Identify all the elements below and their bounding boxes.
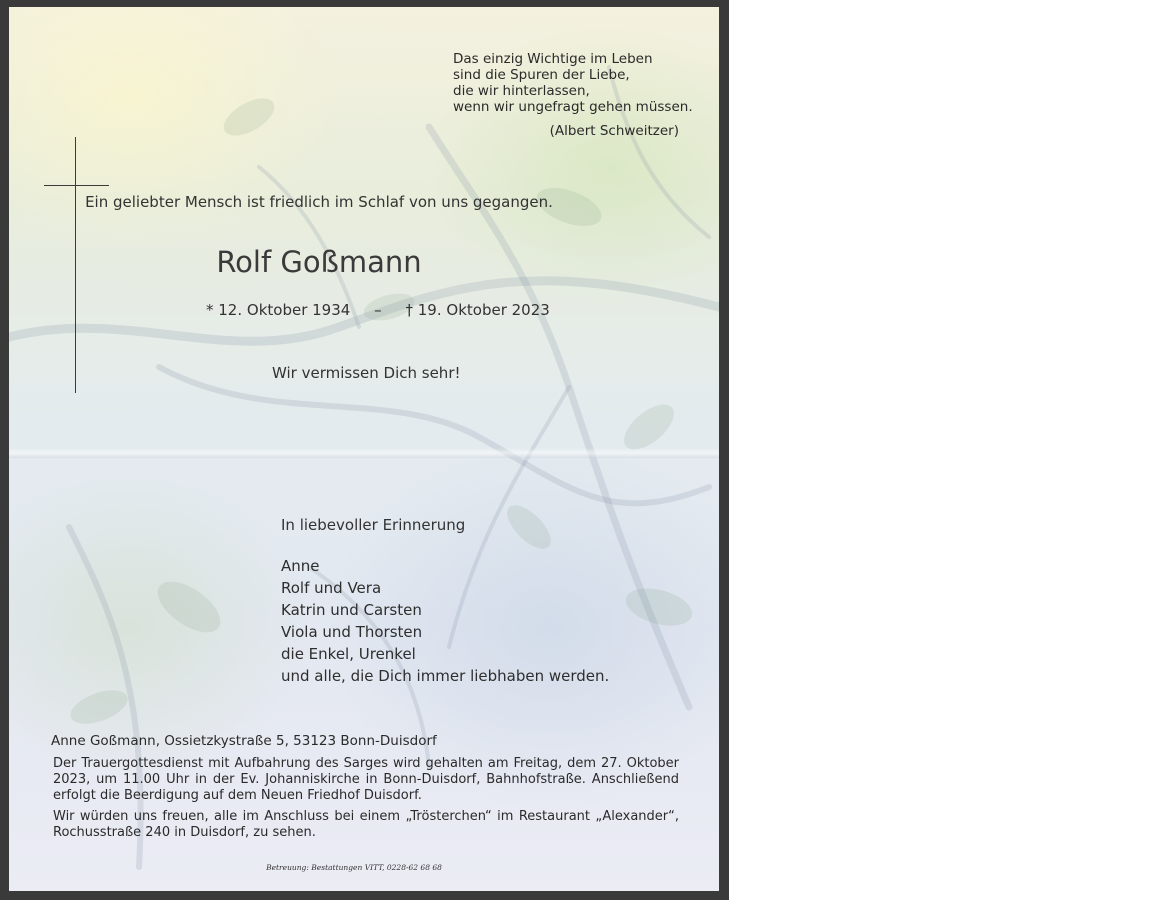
quote-line: wenn wir ungefragt gehen müssen. bbox=[453, 99, 693, 115]
life-dates bbox=[206, 301, 550, 319]
epigraph-quote bbox=[453, 51, 693, 115]
family-member: Katrin und Carsten bbox=[281, 601, 422, 619]
family-list bbox=[281, 555, 609, 687]
cross-horizontal-bar bbox=[44, 185, 109, 186]
credit-text: Betreuung: Bestattungen VITT, 0228-62 68 68 bbox=[266, 863, 442, 872]
memory-heading: In liebevoller Erinnerung bbox=[281, 516, 466, 534]
quote-author: (Albert Schweitzer) bbox=[549, 123, 679, 139]
contact-address: Anne Goßmann, Ossietzkystraße 5, 53123 Bonn-Duisdorf bbox=[51, 733, 437, 749]
intro-text: Ein geliebter Mensch ist friedlich im Schlaf von uns gegangen. bbox=[85, 193, 553, 211]
quote-line: Das einzig Wichtige im Leben bbox=[453, 51, 653, 67]
closing-line: Wir vermissen Dich sehr! bbox=[272, 364, 461, 382]
date-separator: – bbox=[374, 301, 382, 319]
quote-line: die wir hinterlassen, bbox=[453, 83, 590, 99]
deceased-name-text: Rolf Goßmann bbox=[216, 245, 422, 279]
deceased-name bbox=[9, 245, 719, 279]
family-member: und alle, die Dich immer liebhaben werden. bbox=[281, 667, 610, 685]
family-member: Rolf und Vera bbox=[281, 579, 382, 597]
death-date: † 19. Oktober 2023 bbox=[405, 301, 550, 319]
family-member: Viola und Thorsten bbox=[281, 623, 423, 641]
reception-paragraph: Wir würden uns freuen, alle im Anschluss bei einem „Trösterchen“ im Restaurant „Alexander“, Rochusstraße 240 in Duisdorf, zu sehen. bbox=[53, 809, 679, 840]
family-member: die Enkel, Urenkel bbox=[281, 645, 416, 663]
service-paragraph: Der Trauergottesdienst mit Aufbahrung des Sarges wird gehalten am Freitag, dem 27. Oktober 2023, um 11.00 Uhr in der Ev. Johanniskirche in Bonn-Duisdorf, Bahnhofstraße. Anschließend erfolgt die Beerdigung auf dem Neuen Friedhof Duisdorf. bbox=[53, 756, 679, 803]
family-member: Anne bbox=[281, 557, 320, 575]
quote-line: sind die Spuren der Liebe, bbox=[453, 67, 630, 83]
fold-line bbox=[9, 448, 719, 458]
obituary-card bbox=[9, 7, 719, 891]
intro-line bbox=[9, 193, 719, 211]
funeral-home-credit bbox=[9, 863, 719, 872]
birth-date: * 12. Oktober 1934 bbox=[206, 301, 351, 319]
